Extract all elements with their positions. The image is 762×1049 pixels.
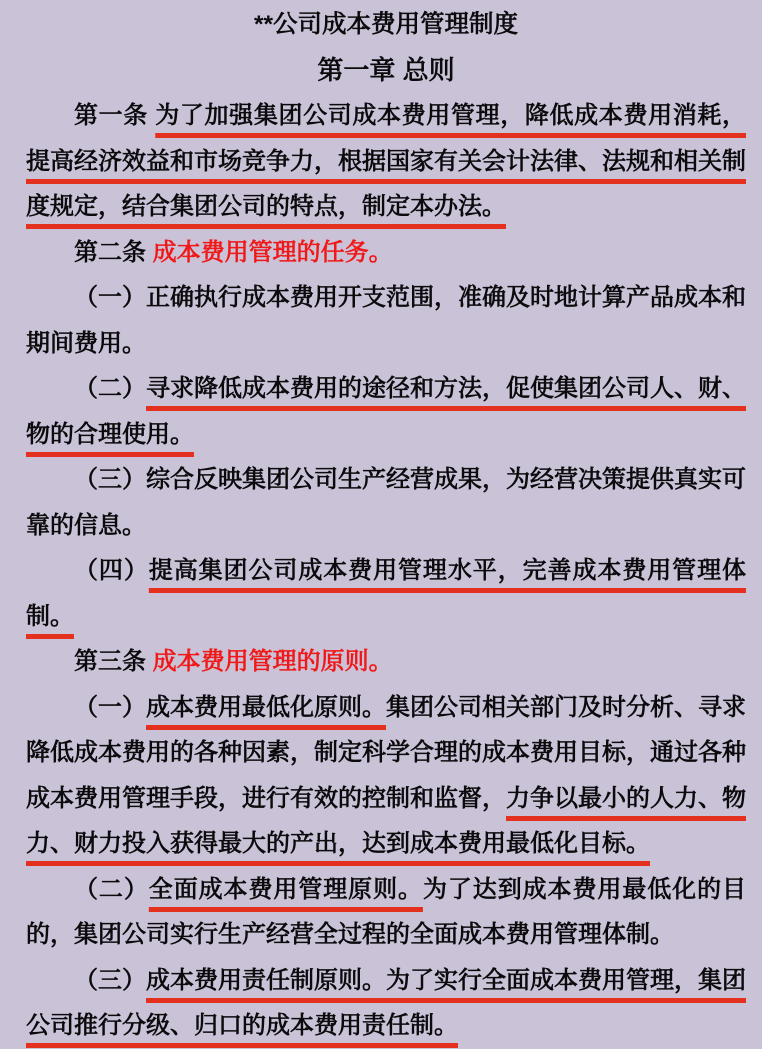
paragraph-article-3-item-2 <box>26 867 746 958</box>
underlined-text-segment: 寻求降低成本费用的途径和方法，促使集团公司人、财、物的合理使用。 <box>26 375 746 448</box>
text-segment: 第三条 <box>74 648 153 675</box>
text-segment: 第一条 <box>74 102 156 129</box>
underlined-text-segment: 全面成本费用管理原则。 <box>148 875 423 903</box>
paragraph-article-1 <box>26 93 746 230</box>
paragraph-article-2-item-4 <box>26 548 746 639</box>
text-segment: 第二条 <box>74 238 153 266</box>
text-segment: （一） <box>74 693 146 721</box>
document-title: **公司成本费用管理制度 <box>253 11 519 38</box>
text-segment: （二） <box>74 875 149 903</box>
underlined-text-segment: 成本费用责任制原则。为了实行全面成本费用管理，集团公司推行分级、归口的成本费用责任制。 <box>26 966 746 1039</box>
red-text-segment: 成本费用管理的原则。 <box>152 648 393 675</box>
paragraph-article-3-item-1 <box>26 685 746 867</box>
paragraph-article-2-item-3 <box>26 457 746 548</box>
document-body <box>26 93 746 1049</box>
text-segment: （三）综合反映集团公司生产经营成果，为经营决策提供真实可靠的信息。 <box>26 466 746 539</box>
underlined-text-segment: 成本费用最低化原则。 <box>146 693 386 721</box>
red-text-segment: 成本费用管理的任务。 <box>152 238 393 266</box>
text-segment: （四） <box>74 557 149 584</box>
text-segment: 集团公司相关部门及时分析、寻求降低成本费用的各种因素，制定科学合理的成本费用目标，通过各种成本费用管理手段，进行有效的控制和监督， <box>26 693 746 812</box>
text-segment: （三） <box>74 966 146 994</box>
paragraph-article-3-item-3 <box>26 958 746 1049</box>
underlined-text-segment: 力争以最小的人力、物力、财力投入获得最大的产出，达到成本费用最低化目标。 <box>26 784 746 857</box>
paragraph-article-2-item-1 <box>26 275 746 366</box>
text-segment: 为了达到成本费用最低化的目的，集团公司实行生产经营全过程的全面成本费用管理体制。 <box>26 875 747 948</box>
paragraph-article-2-item-2 <box>26 366 746 457</box>
text-segment: （二） <box>74 375 146 402</box>
underlined-text-segment: 为了加强集团公司成本费用管理，降低成本费用消耗，提高经济效益和市场竞争力，根据国家有关会计法律、法规和相关制度规定，结合集团公司的特点，制定本办法。 <box>26 102 747 220</box>
chapter-heading: 第一章 总则 <box>317 54 455 85</box>
paragraph-article-2 <box>26 230 746 276</box>
underlined-text-segment: 提高集团公司成本费用管理水平，完善成本费用管理体制。 <box>26 557 747 630</box>
paragraph-article-3 <box>26 639 746 685</box>
text-segment: （一）正确执行成本费用开支范围，准确及时地计算产品成本和期间费用。 <box>26 284 746 357</box>
